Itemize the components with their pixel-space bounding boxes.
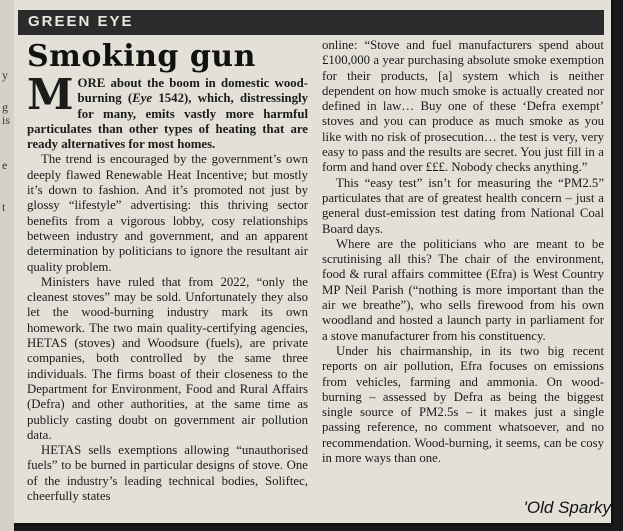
strip-fragment: is (2, 113, 11, 127)
adjacent-page-edge (0, 0, 14, 531)
body-paragraph: HETAS sells exemptions allowing “unauthorised fuels” to be burned in particular designs of stove. One of the industry’s leading technical bodies, Solifteс, cheerfully states (27, 443, 308, 504)
body-paragraph: Under his chairmanship, in its two big recent reports on air pollution, Efra focuses on emissions from vehicles, farming and ammonia. On wood-burning – assessed by Defra as being the biggest single source of PM2.5s – it makes just a single passing reference, no comment whatsoever, and no recommendation. Wood-burning, it seems, can be cosy in more ways than one. (322, 343, 604, 466)
author-signature: 'Old Sparky (523, 498, 611, 517)
article-column-right (322, 38, 604, 466)
strip-fragment: y (2, 68, 8, 82)
strip-fragment: t (2, 200, 6, 214)
strip-fragment: g (2, 100, 8, 114)
drop-cap: M (27, 70, 74, 119)
article-column-left (27, 40, 308, 504)
lead-text-continued: 1542), which, distressingly for many, emits vastly more harmful particulates than other types of heating that are ready alternatives for most homes. (27, 91, 308, 152)
section-banner (18, 10, 604, 35)
body-paragraph: online: “Stove and fuel manufacturers spend about £100,000 a year purchasing absolute smoke exemption for their products, [a] system which is neither dependent on how much smoke is actually created nor defined in law… Buy one of these ‘Defra exempt’ stoves and you can produce as much smoke as you like with no risk of prosecution… the test is very, very easy to pass and the results are secret. You just fill in a form and hand over £££. Nobody checks anything.” (322, 38, 604, 175)
body-paragraph: Ministers have ruled that from 2022, “only the cleanest stoves” may be sold. Unfortunately they also let the wood-burning industry mark its own homework. The two main quality-certifying agencies, HETAS (stoves) and Woodsure (fuels), are private companies, both controlled by the same three individuals. The firms boast of their closeness to the Department for Environment, Food and Rural Affairs (Defra) and other authorities, at the same time as publicly casting doubt on government air pollution data. (27, 274, 308, 442)
body-paragraph: Where are the politicians who are meant to be scrutinising all this? The chair of the environment, food & rural affairs committee (Efra) is West Country MP Neil Parish (“nothing is more important than the air we breathe”), who sells firewood from his own woodland and hosted a launch party in parliament for a stove manufacturer from his constituency. (322, 236, 604, 343)
section-title: GREEN EYE (28, 13, 134, 30)
strip-fragment: e (2, 158, 8, 172)
headline: Smoking gun (27, 39, 256, 74)
lead-reference: Eye (132, 91, 153, 106)
lead-paragraph (27, 70, 308, 152)
body-paragraph: The trend is encouraged by the government’s own deeply flawed Renewable Heat Incentive; but mostly it’s down to fashion. And it’s promoted not just by glossy “lifestyle” advertising: this thriving sector benefits from a vigorous lobby, cosy relationships between industry and government, and an apparent determination by politicians to ignore the resultant air quality problem. (27, 152, 308, 274)
body-paragraph: This “easy test” isn’t for measuring the “PM2.5” particulates that are of greatest health concern – just a general dust-emission test dating from National Coal Board days. (322, 175, 604, 236)
lead-text: ORE about the boom in domestic wood-burning ( (77, 76, 308, 106)
